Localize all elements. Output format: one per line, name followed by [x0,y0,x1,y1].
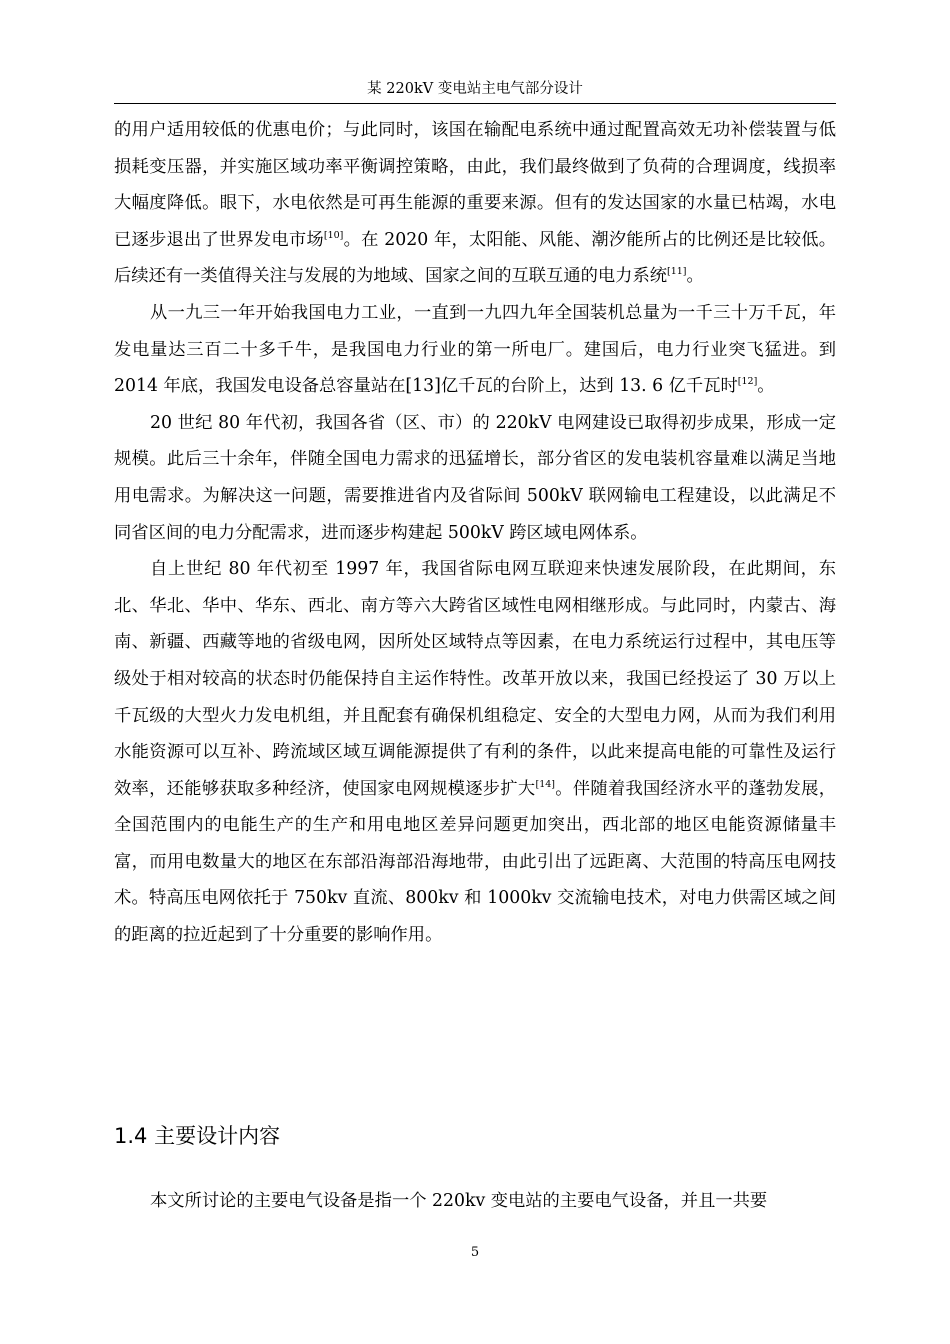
paragraph-text: 自上世纪 80 年代初至 1997 年，我国省际电网互联迎来快速发展阶段，在此期间，东北、华北、华中、华东、西北、南方等六大跨省区域性电网相继形成。与此同时，内蒙古、海南、新疆、西藏等地的省级电网，因所处区域特点等因素，在电力系统运行过程中，其电压等级处于相对较高的状态时仍能保持自主运作特性。改革开放以来，我国已经投运了 30 万以上千瓦级的大型火力发电机组，并且配套有确保机组稳定、安全的大型电力网，从而为我们利用水能资源可以互补、跨流域区域互调能源提供了有利的条件，以此来提高电能的可靠性及运行效率，还能够获取多种经济，使国家电网规模逐步扩大 [114,559,836,799]
citation-marker: [14] [535,778,555,790]
paragraph-text: 的用户适用较低的优惠电价；与此同时，该国在输配电系统中通过配置高效无功补偿装置与低损耗变压器，并实施区域功率平衡调控策略，由此，我们最终做到了负荷的合理调度，线损率大幅度降低。眼下，水电依然是可再生能源的重要来源。但有的发达国家的水量已枯竭，水电已逐步退出了世界发电市场 [114,120,836,250]
paragraph: 本文所讨论的主要电气设备是指一个 220kv 变电站的主要电气设备，并且一共要 [150,1191,768,1211]
paragraph [114,112,836,295]
citation-marker: [11] [667,266,687,278]
paragraph-text: 。 [757,376,775,397]
citation-marker: [12] [737,376,758,388]
header-rule [114,103,836,104]
citation-marker: [10] [323,229,344,241]
paragraph-text: 。在 2020 年，太阳能、风能、潮汐能所占的比例还是比较低。后续还有一类值得关注与发展的为地域、国家之间的互联互通的电力系统 [114,229,836,287]
paragraph-text: 20 世纪 80 年代初，我国各省（区、市）的 220kV 电网建设已取得初步成果，形成一定规模。此后三十余年，伴随全国电力需求的迅猛增长，部分省区的发电装机容量难以满足当地用电需求。为解决这一问题，需要推进省内及省际间 500kV 联网输电工程建设，以此满足不同省区间的电力分配需求，进而逐步构建起 500kV 跨区域电网体系。 [114,412,836,543]
paragraph-text: 。 [686,266,704,287]
paragraph [114,405,836,551]
paragraph-text: 。伴随着我国经济水平的蓬勃发展，全国范围内的电能生产的生产和用电地区差异问题更加突出，西北部的地区电能资源储量丰富，而用电数量大的地区在东部沿海部沿海地带，由此引出了远距离、大范围的特高压电网技术。特高压电网依托于 750kv 直流、800kv 和 1000kv 交流输电技术，对电力供需区域之间的距离的拉近起到了十分重要的影响作用。 [114,778,836,946]
running-header: 某 220kV 变电站主电气部分设计 [367,81,583,97]
paragraph-text: 从一九三一年开始我国电力工业，一直到一九四九年全国装机总量为一千三十万千瓦，年发电量达三百二十多千牛，是我国电力行业的第一所电厂。建国后，电力行业突飞猛进。到 2014 年底，我国发电设备总容量站在[13]亿千瓦的台阶上，达到 13. 6 亿千瓦时 [114,302,836,397]
paragraph [114,295,836,405]
paragraph [114,551,836,954]
section-body [114,1183,836,1220]
page-number: 5 [470,1245,480,1260]
body-text [114,112,836,954]
section-heading: 1.4 主要设计内容 [114,1124,281,1148]
